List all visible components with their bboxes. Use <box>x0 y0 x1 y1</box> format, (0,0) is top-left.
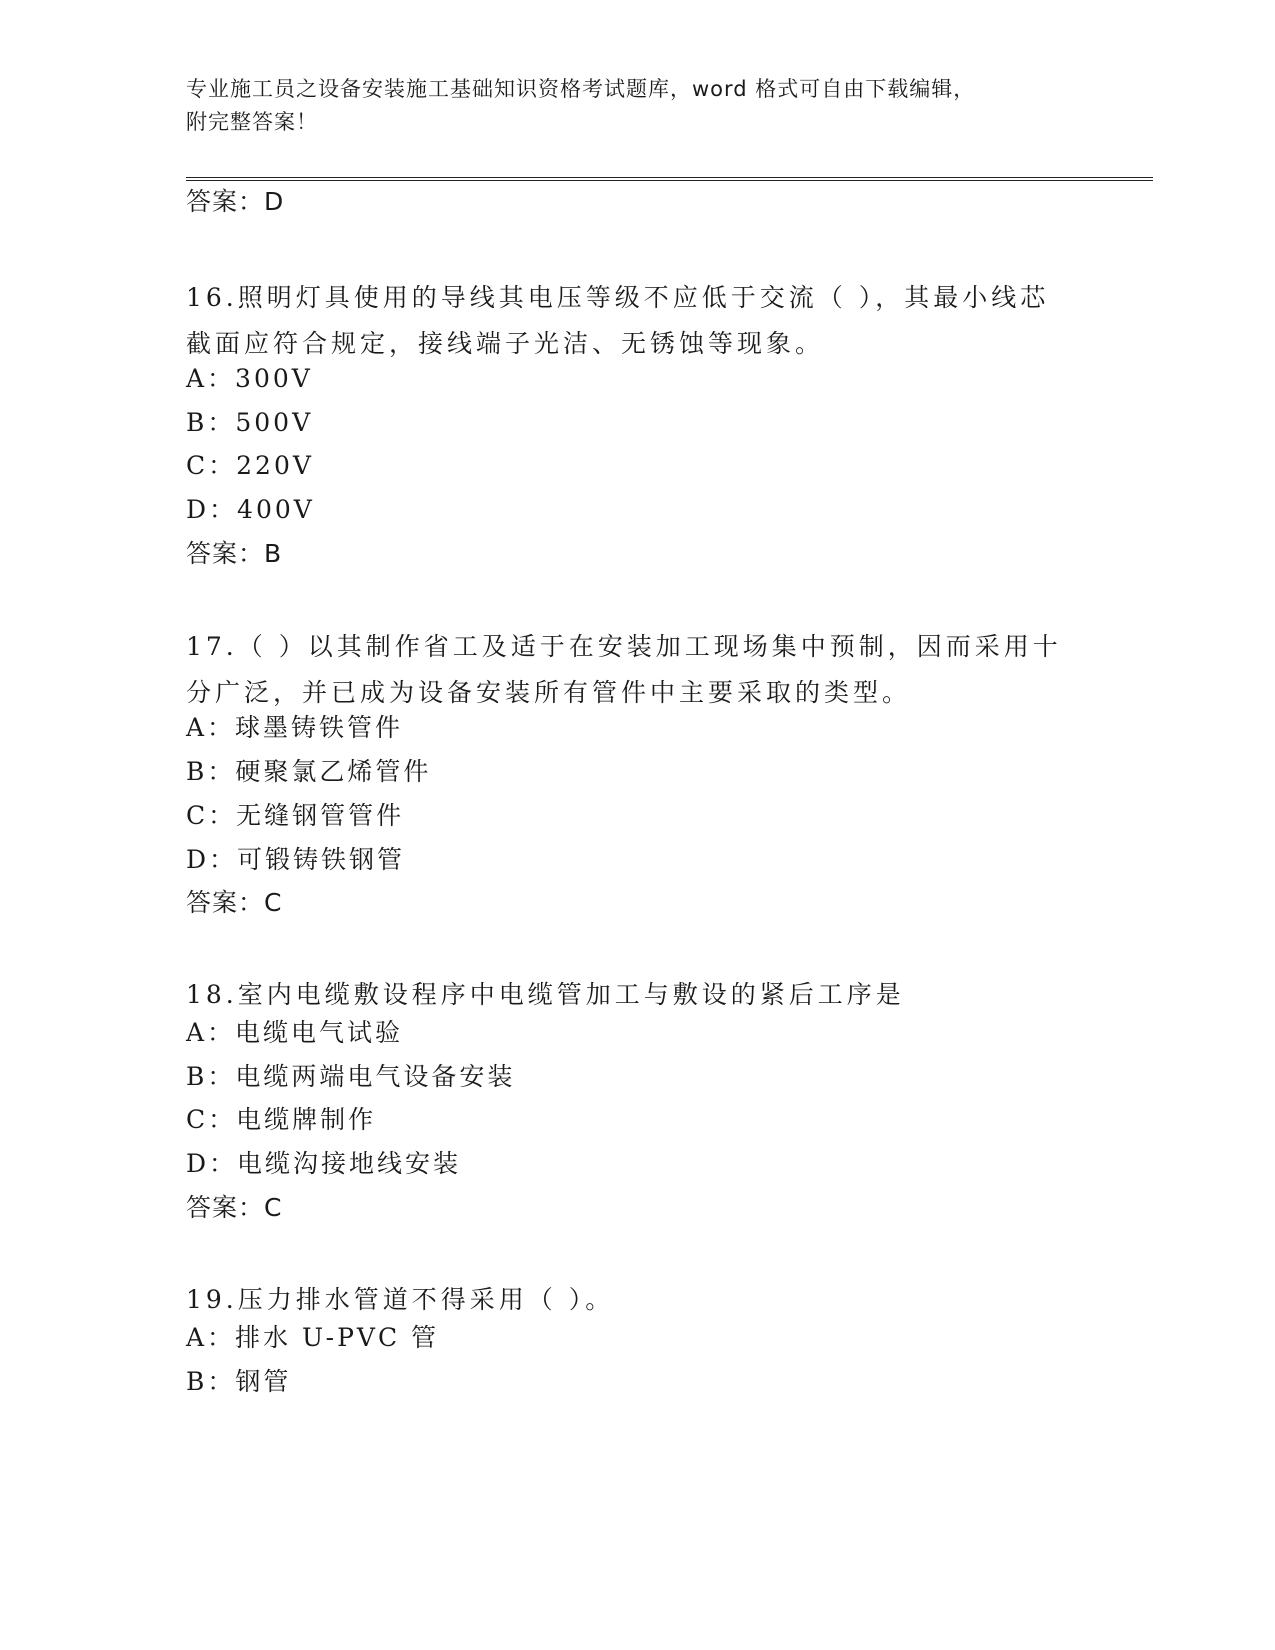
question-16-text <box>186 275 1049 367</box>
question-19-option-b: B：钢管 <box>186 1367 292 1396</box>
question-18-option-b: B：电缆两端电气设备安装 <box>186 1062 516 1091</box>
question-16-option-c: C：220V <box>186 451 314 480</box>
header-divider <box>186 177 1153 181</box>
question-18-option-d: D：电缆沟接地线安装 <box>186 1149 462 1178</box>
question-17-text <box>186 624 1062 716</box>
question-16-option-a: A：300V <box>186 364 313 393</box>
question-17-option-b: B：硬聚氯乙烯管件 <box>186 757 432 786</box>
header-line-2: 附完整答案！ <box>186 110 318 134</box>
question-17-line-2: 分广泛，并已成为设备安装所有管件中主要采取的类型。 <box>186 678 912 707</box>
header-line-1: 专业施工员之设备安装施工基础知识资格考试题库，word 格式可自由下载编辑， <box>186 77 976 101</box>
question-18-text <box>186 972 905 1018</box>
question-16-option-d: D：400V <box>186 495 315 524</box>
question-18-line-1: 18.室内电缆敷设程序中电缆管加工与敷设的紧后工序是 <box>186 980 905 1009</box>
question-17-line-1: 17.（ ）以其制作省工及适于在安装加工现场集中预制，因而采用十 <box>186 632 1062 661</box>
question-18-option-a: A：电缆电气试验 <box>186 1018 404 1047</box>
answer-prev: 答案：D <box>186 187 285 216</box>
document-header <box>186 73 1066 139</box>
question-18-answer: 答案：C <box>186 1193 283 1222</box>
question-17-answer: 答案：C <box>186 888 283 917</box>
question-16-option-b: B：500V <box>186 408 314 437</box>
question-19-line-1: 19.压力排水管道不得采用（ ）。 <box>186 1285 615 1314</box>
question-16-answer: 答案：B <box>186 539 283 568</box>
question-16-line-1: 16.照明灯具使用的导线其电压等级不应低于交流（ ），其最小线芯 <box>186 283 1050 312</box>
question-17-option-a: A：球墨铸铁管件 <box>186 713 404 742</box>
question-19-text <box>186 1277 614 1323</box>
question-18-option-c: C：电缆牌制作 <box>186 1105 377 1134</box>
question-16-line-2: 截面应符合规定，接线端子光洁、无锈蚀等现象。 <box>186 329 825 358</box>
question-17-option-d: D：可锻铸铁钢管 <box>186 845 406 874</box>
question-17-option-c: C：无缝钢管管件 <box>186 801 405 830</box>
question-19-option-a: A：排水 U-PVC 管 <box>186 1323 440 1352</box>
